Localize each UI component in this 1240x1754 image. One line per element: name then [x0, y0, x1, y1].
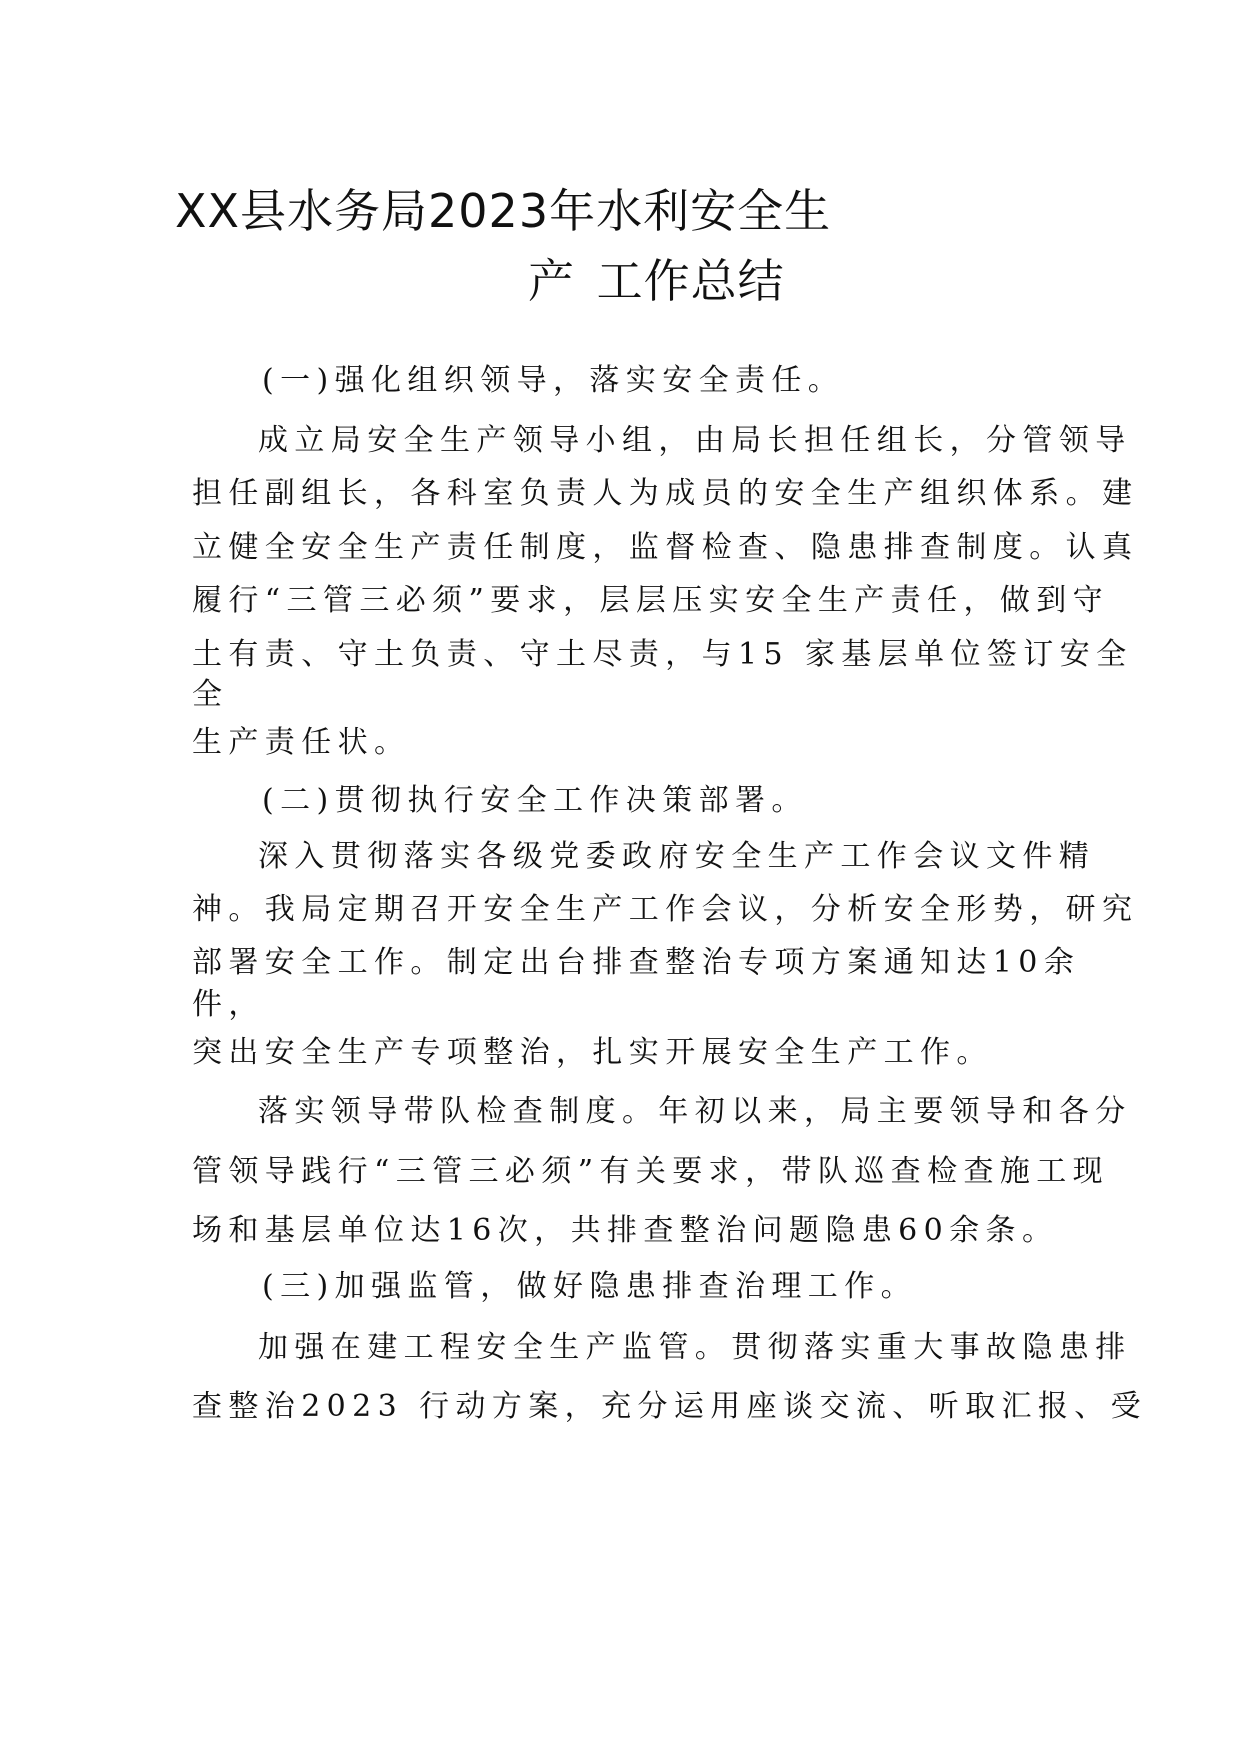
paragraph-line: 成立局安全生产领导小组，由局长担任组长，分管领导 — [258, 423, 1132, 458]
paragraph-line: 突出安全生产专项整治，扎实开展安全生产工作。 — [192, 1035, 993, 1070]
section-heading-2: (二)贯彻执行安全工作决策部署。 — [262, 783, 808, 818]
paragraph-line: 履行“三管三必须”要求，层层压实安全生产责任，做到守 — [192, 583, 1110, 618]
paragraph-line: 部署安全工作。制定出台排查整治专项方案通知达10余 — [192, 945, 1081, 980]
paragraph-line: 神。我局定期召开安全生产工作会议，分析安全形势，研究 — [192, 892, 1139, 927]
paragraph-line: 加强在建工程安全生产监管。贯彻落实重大事故隐患排 — [258, 1330, 1132, 1365]
paragraph-line: 生产责任状。 — [192, 725, 411, 760]
section-heading-1: (一)强化组织领导，落实安全责任。 — [262, 363, 845, 398]
paragraph-line: 件， — [192, 987, 265, 1022]
paragraph-line: 场和基层单位达16次，共排查整治问题隐患60余条。 — [192, 1213, 1059, 1248]
paragraph-line: 立健全安全生产责任制度，监督检查、隐患排查制度。认真 — [192, 530, 1139, 565]
paragraph-line: 管领导践行“三管三必须”有关要求，带队巡查检查施工现 — [192, 1154, 1110, 1189]
section-heading-3: (三)加强监管，做好隐患排查治理工作。 — [262, 1269, 918, 1304]
paragraph-line: 查整治2023 行动方案，充分运用座谈交流、听取汇报、受 — [192, 1389, 1148, 1424]
document-title-line-1: XX县水务局2023年水利安全生 — [175, 184, 832, 238]
paragraph-line: 土有责、守土负责、守土尽责，与15 家基层单位签订安全 — [192, 637, 1133, 672]
document-title-line-2: 产 工作总结 — [528, 254, 785, 308]
paragraph-line: 落实领导带队检查制度。年初以来，局主要领导和各分 — [258, 1094, 1132, 1129]
paragraph-line: 担任副组长，各科室负责人为成员的安全生产组织体系。建 — [192, 476, 1139, 511]
paragraph-line: 深入贯彻落实各级党委政府安全生产工作会议文件精 — [258, 839, 1096, 874]
paragraph-line: 全 — [192, 677, 229, 712]
